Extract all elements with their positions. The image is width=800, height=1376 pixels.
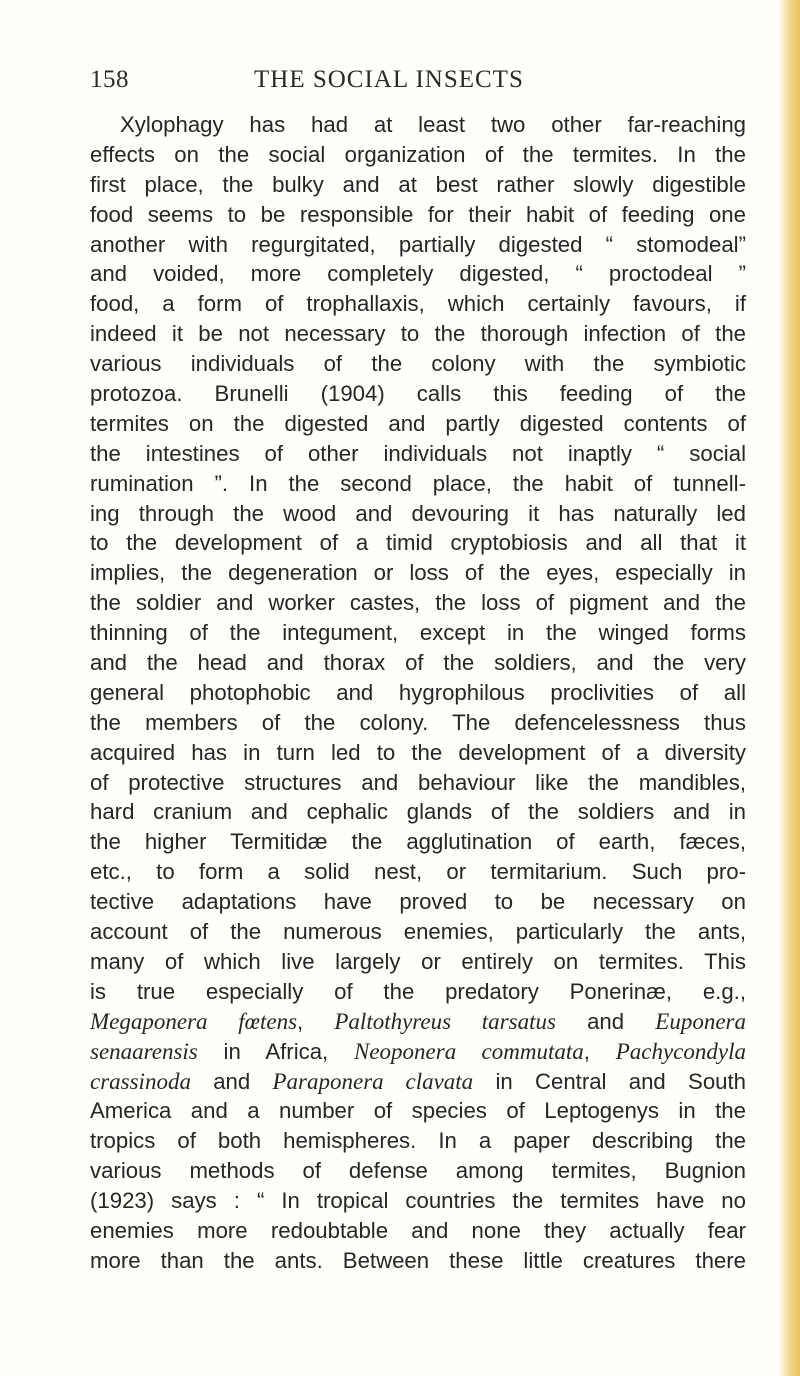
text-line: termites on the digested and partly digested contents of bbox=[90, 410, 746, 436]
species-name: Pachycondyla bbox=[615, 1038, 746, 1064]
text-line: many of which live largely or entirely on termites. This bbox=[90, 948, 746, 974]
text-line: etc., to form a solid nest, or termitarium. Such pro- bbox=[90, 859, 746, 885]
text-line: the higher Termitidæ the agglutination of earth, fæces, bbox=[90, 829, 746, 855]
text-line: food, a form of trophallaxis, which certainly favours, if bbox=[90, 291, 746, 317]
species-name: Neoponera commutata bbox=[354, 1038, 584, 1064]
species-name: Megaponera fœtens bbox=[90, 1008, 298, 1034]
text-line: the intestines of other individuals not inaptly “ social bbox=[90, 440, 746, 466]
text-run: , bbox=[583, 1038, 616, 1064]
species-name: Euponera bbox=[655, 1008, 746, 1034]
text-line: of protective structures and behaviour like the mandibles, bbox=[90, 769, 746, 795]
text-line: America and a number of species of Leptogenys in the bbox=[90, 1098, 746, 1124]
text-run: and bbox=[190, 1068, 273, 1094]
text-line: enemies more redoubtable and none they actually fear bbox=[90, 1217, 746, 1243]
text-line: to the development of a timid cryptobiosis and all that it bbox=[90, 530, 746, 556]
text-line: hard cranium and cephalic glands of the soldiers and in bbox=[90, 799, 746, 825]
text-run: in Africa, bbox=[197, 1038, 354, 1064]
text-line: more than the ants. Between these little creatures there bbox=[90, 1247, 746, 1273]
text-line: effects on the social organization of the termites. In the bbox=[90, 141, 746, 167]
text-line: the members of the colony. The defencelessness thus bbox=[90, 709, 746, 735]
text-line: and the head and thorax of the soldiers, and the very bbox=[90, 650, 746, 676]
text-run: , bbox=[297, 1008, 335, 1034]
text-line: is true especially of the predatory Ponerinæ, e.g., bbox=[90, 978, 746, 1004]
species-name: Paraponera clavata bbox=[272, 1068, 474, 1094]
text-line: rumination ”. In the second place, the habit of tunnell- bbox=[90, 470, 746, 496]
text-line: implies, the degeneration or loss of the eyes, especially in bbox=[90, 560, 746, 586]
species-name: senaarensis bbox=[90, 1038, 198, 1064]
text-line: food seems to be responsible for their habit of feeding one bbox=[90, 201, 746, 227]
text-run: and bbox=[555, 1008, 656, 1034]
text-line: thinning of the integument, except in the winged forms bbox=[90, 620, 746, 646]
text-line-species bbox=[90, 1007, 746, 1037]
species-name: crassinoda bbox=[90, 1068, 191, 1094]
text-line: tropics of both hemispheres. In a paper describing the bbox=[90, 1128, 746, 1154]
species-name: Paltothyreus tarsatus bbox=[334, 1008, 556, 1034]
text-run: in Central and South bbox=[473, 1068, 746, 1094]
text-line: the soldier and worker castes, the loss of pigment and the bbox=[90, 590, 746, 616]
text-line: another with regurgitated, partially digested “ stomodeal” bbox=[90, 231, 746, 257]
text-line: indeed it be not necessary to the thorough infection of the bbox=[90, 321, 746, 347]
page-header bbox=[90, 66, 746, 102]
text-line: ing through the wood and devouring it has naturally led bbox=[90, 500, 746, 526]
page-edge bbox=[778, 0, 800, 1376]
text-line: various individuals of the colony with the symbiotic bbox=[90, 351, 746, 377]
text-line: Xylophagy has had at least two other far-reaching bbox=[120, 112, 746, 137]
text-line: general photophobic and hygrophilous proclivities of all bbox=[90, 679, 746, 705]
text-line: tective adaptations have proved to be necessary on bbox=[90, 889, 746, 915]
text-line: account of the numerous enemies, particularly the ants, bbox=[90, 919, 746, 945]
text-line: acquired has in turn led to the development of a diversity bbox=[90, 739, 746, 765]
running-head: THE SOCIAL INSECTS bbox=[254, 66, 524, 93]
text-line: first place, the bulky and at best rather slowly digestible bbox=[90, 171, 746, 197]
text-line-species bbox=[90, 1067, 746, 1097]
text-line: protozoa. Brunelli (1904) calls this feeding of the bbox=[90, 381, 746, 407]
page-number: 158 bbox=[90, 66, 129, 93]
text-line: (1923) says : “ In tropical countries the termites have no bbox=[90, 1188, 746, 1214]
text-line: and voided, more completely digested, “ proctodeal ” bbox=[90, 261, 746, 287]
text-line-species bbox=[90, 1037, 746, 1067]
text-line: various methods of defense among termites, Bugnion bbox=[90, 1158, 746, 1184]
body-paragraph bbox=[90, 110, 746, 1276]
